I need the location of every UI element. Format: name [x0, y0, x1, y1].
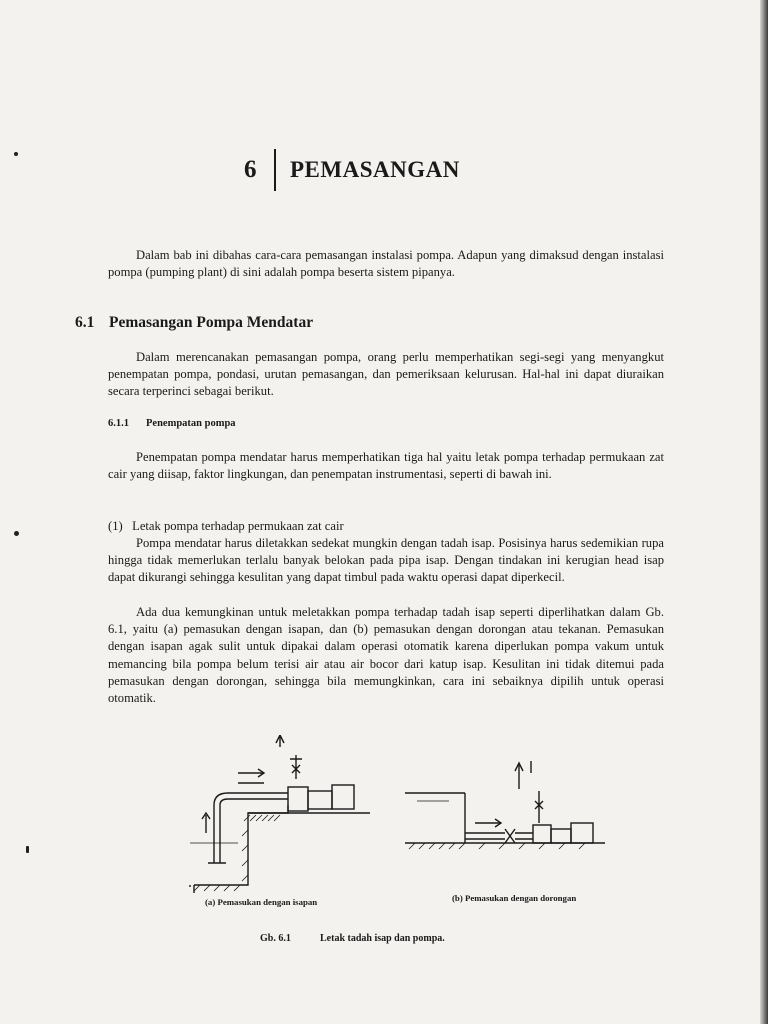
subsection-number: 6.1.1 — [108, 418, 129, 429]
margin-mark — [14, 531, 19, 536]
section-heading — [75, 314, 313, 332]
figure-caption-b: (b) Pemasukan dengan dorongan — [452, 893, 577, 903]
subsection-heading — [108, 418, 236, 429]
pump-diagram — [180, 735, 660, 895]
section-number: 6.1 — [75, 314, 95, 331]
list-item-label: (1) Letak pompa terhadap permukaan zat cair — [108, 519, 344, 533]
section-intro-text: Dalam merencanakan pemasangan pompa, orang perlu memperhatikan segi-segi yang menyangkut penempatan pompa, pondasi, urutan pemasangan, dan pemeriksaan kelurusan. Hal-hal ini dapat diuraikan secara terperinci sebagai berikut. — [108, 350, 664, 399]
section-title: Pemasangan Pompa Mendatar — [109, 314, 314, 331]
chapter-number: 6 — [244, 156, 257, 183]
diagram-a-suction-intake — [190, 735, 370, 893]
figure-caption-a: (a) Pemasukan dengan isapan — [205, 897, 318, 907]
intro-paragraph — [108, 247, 664, 281]
placement-text: Penempatan pompa mendatar harus memperhatikan tiga hal yaitu letak pompa terhadap permukaan zat cair yang diisap, faktor lingkungan, dan penempatan instrumentasi, seperti di bawah ini. — [108, 450, 664, 482]
subsection-title: Penempatan pompa — [146, 418, 236, 429]
chapter-title: PEMASANGAN — [290, 157, 460, 182]
page-edge-shadow — [760, 0, 768, 1024]
item-text-1: Pompa mendatar harus diletakkan sedekat mungkin dengan tadah isap. Posisinya harus sedemikian rupa hingga tidak memerlukan terlalu banyak belokan pada pipa isap. Dengan tindakan ini kerugian head isap dapat dikurangi sehingga kesulitan yang dapat timbul pada waktu operasi dapat diperkecil. — [108, 536, 664, 585]
figure-number: Gb. 6.1 — [260, 933, 291, 944]
diagram-b-pressure-intake — [405, 761, 605, 849]
margin-mark — [26, 846, 29, 853]
margin-mark — [14, 152, 18, 156]
section-intro-paragraph — [108, 349, 664, 401]
item-paragraph-1 — [108, 535, 664, 587]
chapter-heading — [244, 148, 460, 192]
item-text-2: Ada dua kemungkinan untuk meletakkan pompa terhadap tadah isap seperti diperlihatkan dalam Gb. 6.1, yaitu (a) pemasukan dengan isapan, dan (b) pemasukan dengan dorongan atau tekanan. Pemasukan dengan isapan agak sulit untuk dipakai dalam operasi otomatik karena diperlukan pompa vakum untuk memancing bila pompa belum terisi air atau air bocor dari katup isap. Kesulitan ini tidak ditemui pada pemasukan dengan dorongan, sehingga bila memungkinkan, cara ini sebaiknya dipilih untuk operasi otomatik. — [108, 605, 664, 706]
item-paragraph-2 — [108, 604, 664, 707]
placement-paragraph — [108, 449, 664, 483]
figure-title: Letak tadah isap dan pompa. — [320, 933, 445, 944]
intro-text: Dalam bab ini dibahas cara-cara pemasangan instalasi pompa. Adapun yang dimaksud dengan instalasi pompa (pumping plant) di sini adalah pompa beserta sistem pipanya. — [108, 248, 664, 280]
chapter-divider — [274, 149, 276, 191]
figure-caption — [260, 933, 445, 944]
